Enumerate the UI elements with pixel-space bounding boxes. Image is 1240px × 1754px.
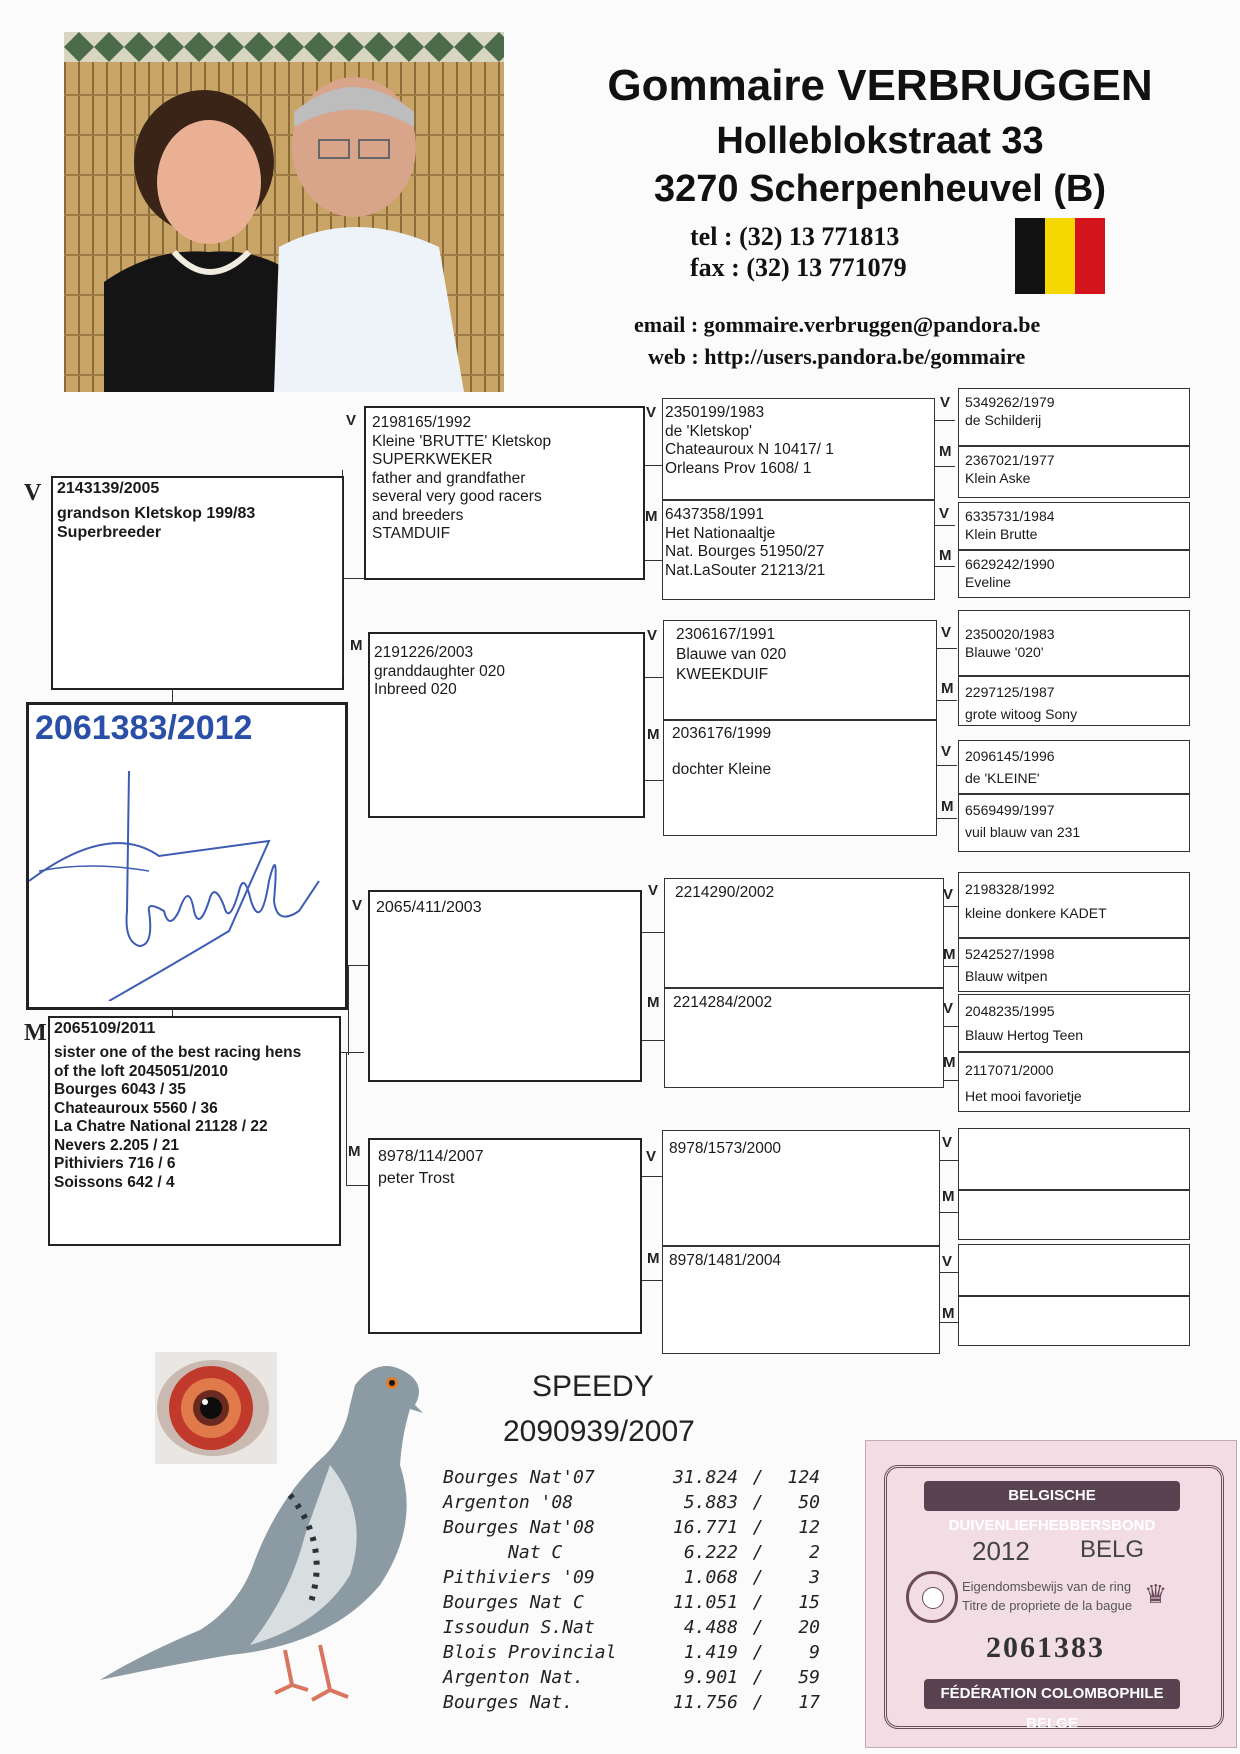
gen4-box bbox=[958, 994, 1190, 1052]
race-value: 11.051 bbox=[672, 1592, 738, 1613]
connector bbox=[645, 560, 663, 561]
gen3-box bbox=[664, 878, 944, 988]
connector bbox=[172, 1010, 173, 1016]
race-value: 6.222 bbox=[683, 1542, 738, 1563]
gen4-box bbox=[958, 550, 1190, 598]
gen3-text: 2214290/2002 bbox=[675, 884, 775, 901]
gen3-box bbox=[662, 1130, 940, 1246]
result-row bbox=[443, 1665, 820, 1690]
result-row bbox=[443, 1690, 820, 1715]
gen3-box bbox=[663, 620, 937, 720]
race-value: 4.488 bbox=[683, 1617, 738, 1638]
gen3-label: M bbox=[647, 1250, 660, 1267]
race-name: Nat C bbox=[443, 1542, 563, 1563]
result-row bbox=[443, 1590, 820, 1615]
connector bbox=[348, 965, 349, 1055]
owner-tel: tel : (32) 13 771813 bbox=[690, 222, 900, 251]
owner-email: email : gommaire.verbruggen@pandora.be bbox=[634, 312, 1041, 337]
gen4-text bbox=[959, 1297, 1189, 1305]
gen2-text: 8978/114/2007 peter Trost bbox=[378, 1148, 484, 1187]
card-seal-icon bbox=[906, 1571, 958, 1623]
gen4-box bbox=[958, 740, 1190, 794]
speedy-name: SPEEDY bbox=[532, 1370, 654, 1403]
gen3-label: V bbox=[648, 882, 659, 899]
gen4-box bbox=[958, 794, 1190, 852]
race-sep: / bbox=[752, 1642, 764, 1663]
gen4-label: V bbox=[942, 1253, 953, 1270]
race-place: 3 bbox=[809, 1567, 820, 1588]
result-row bbox=[443, 1490, 820, 1515]
gen4-text: 2048235/1995 Blauw Hertog Teen bbox=[965, 1003, 1084, 1043]
race-place: 2 bbox=[809, 1542, 820, 1563]
sire-ring: 2143139/2005 bbox=[57, 480, 160, 497]
gen4-label: M bbox=[939, 547, 952, 564]
dam-label: M bbox=[24, 1020, 47, 1046]
owner-fax: fax : (32) 13 771079 bbox=[690, 253, 907, 282]
gen4-text: 2198328/1992 kleine donkere KADET bbox=[965, 881, 1107, 921]
gen3-text: 2214284/2002 bbox=[673, 994, 773, 1011]
connector bbox=[935, 525, 955, 526]
connector bbox=[937, 765, 957, 766]
race-name: Bourges Nat'07 bbox=[443, 1467, 595, 1488]
owner-web: web : http://users.pandora.be/gommaire bbox=[648, 344, 1026, 369]
gen4-text: 2117071/2000 Het mooi favorietje bbox=[965, 1062, 1082, 1104]
flag-yellow-stripe bbox=[1045, 218, 1075, 294]
gen4-text bbox=[959, 1129, 1189, 1137]
connector bbox=[642, 932, 664, 933]
gen4-text: 2350020/1983 Blauwe '020' bbox=[965, 626, 1055, 660]
gen4-box bbox=[958, 610, 1190, 676]
sire-box bbox=[51, 476, 344, 690]
race-value: 16.771 bbox=[672, 1517, 738, 1538]
connector bbox=[645, 465, 663, 466]
gen4-label: V bbox=[942, 1134, 953, 1151]
race-name: Argenton '08 bbox=[443, 1492, 574, 1513]
gen2-text: 2191226/2003 granddaughter 020 Inbreed 020 bbox=[374, 644, 506, 698]
card-year: 2012 bbox=[972, 1536, 1030, 1566]
pigeon-ring: 2061383/2012 bbox=[35, 709, 253, 747]
gen4-box bbox=[958, 502, 1190, 550]
race-sep: / bbox=[752, 1467, 764, 1488]
gen2-box bbox=[368, 1138, 642, 1334]
gen4-box bbox=[958, 938, 1190, 992]
gen4-box bbox=[958, 446, 1190, 498]
race-name: Bourges Nat C bbox=[443, 1592, 584, 1613]
card-line-1: Eigendomsbewijs van de ring bbox=[962, 1579, 1132, 1594]
race-place: 12 bbox=[798, 1517, 820, 1538]
connector bbox=[935, 466, 955, 467]
gen4-box bbox=[958, 1244, 1190, 1296]
result-row bbox=[443, 1615, 820, 1640]
race-name: Bourges Nat'08 bbox=[443, 1517, 595, 1538]
race-sep: / bbox=[752, 1542, 764, 1563]
connector bbox=[935, 566, 955, 567]
connector bbox=[937, 700, 957, 701]
race-name: Issoudun S.Nat bbox=[443, 1617, 595, 1638]
race-value: 9.901 bbox=[683, 1667, 738, 1688]
gen3-text: 2306167/1991 Blauwe van 020 KWEEKDUIF bbox=[676, 626, 787, 683]
connector bbox=[940, 1212, 958, 1213]
gen3-text: 8978/1481/2004 bbox=[669, 1252, 782, 1269]
owner-signature bbox=[29, 761, 345, 1001]
race-name: Pithiviers '09 bbox=[443, 1567, 595, 1588]
gen4-text bbox=[959, 1191, 1189, 1199]
gen4-text: 5349262/1979 de Schilderij bbox=[965, 394, 1055, 428]
pigeon-image bbox=[80, 1345, 440, 1715]
race-place: 50 bbox=[798, 1492, 820, 1513]
race-sep: / bbox=[752, 1517, 764, 1538]
connector bbox=[937, 818, 957, 819]
race-value: 31.824 bbox=[672, 1467, 738, 1488]
gen2-label: M bbox=[350, 637, 363, 654]
gen3-box bbox=[664, 988, 944, 1088]
flag-red-stripe bbox=[1075, 218, 1105, 294]
gen4-box bbox=[958, 1190, 1190, 1240]
connector bbox=[944, 1080, 958, 1081]
gen4-label: V bbox=[940, 394, 951, 411]
connector bbox=[642, 1040, 664, 1041]
gen4-box bbox=[958, 1052, 1190, 1112]
gen4-label: M bbox=[943, 946, 956, 963]
gen4-box bbox=[958, 388, 1190, 446]
gen4-label: M bbox=[941, 798, 954, 815]
gen3-text: 2036176/1999 dochter Kleine bbox=[672, 725, 772, 778]
gen4-label: M bbox=[941, 680, 954, 697]
connector bbox=[944, 966, 958, 967]
race-place: 59 bbox=[798, 1667, 820, 1688]
gen2-box bbox=[368, 890, 642, 1082]
race-value: 5.883 bbox=[683, 1492, 738, 1513]
race-value: 1.419 bbox=[683, 1642, 738, 1663]
gen4-label: M bbox=[942, 1305, 955, 1322]
gen3-label: V bbox=[646, 1148, 657, 1165]
card-country: BELG bbox=[1080, 1536, 1145, 1563]
connector bbox=[935, 420, 955, 421]
gen3-box bbox=[662, 500, 935, 600]
race-place: 20 bbox=[798, 1617, 820, 1638]
gen4-label: V bbox=[941, 743, 952, 760]
race-name: Bourges Nat. bbox=[443, 1692, 574, 1713]
gen3-text: 8978/1573/2000 bbox=[669, 1140, 782, 1157]
flag-black-stripe bbox=[1015, 218, 1045, 294]
owner-photo-illustration bbox=[64, 32, 504, 392]
gen3-label: M bbox=[645, 508, 658, 525]
race-place: 124 bbox=[787, 1467, 820, 1488]
card-top-banner bbox=[924, 1481, 1180, 1534]
gen4-label: V bbox=[941, 624, 952, 641]
card-top-text: BELGISCHE DUIVENLIEFHEBBERSBOND bbox=[948, 1487, 1156, 1534]
gen3-label: V bbox=[646, 404, 657, 421]
pigeon-box bbox=[26, 702, 348, 1010]
owner-street: Holleblokstraat 33 bbox=[716, 120, 1044, 162]
dam-box bbox=[48, 1016, 341, 1246]
gen4-box bbox=[958, 676, 1190, 726]
gen2-text: 2065/411/2003 bbox=[376, 899, 482, 916]
connector bbox=[341, 1052, 364, 1053]
gen4-text: 2297125/1987 grote witoog Sony bbox=[965, 684, 1078, 722]
gen4-text: 6629242/1990 Eveline bbox=[965, 556, 1055, 590]
sire-label: V bbox=[24, 480, 42, 506]
race-sep: / bbox=[752, 1667, 764, 1688]
gen4-box bbox=[958, 1128, 1190, 1190]
connector bbox=[940, 1160, 958, 1161]
result-row bbox=[443, 1640, 820, 1665]
gen3-box bbox=[662, 1246, 940, 1354]
race-sep: / bbox=[752, 1692, 764, 1713]
card-bottom-text: FÉDÉRATION COLOMBOPHILE BELGE bbox=[940, 1685, 1164, 1732]
owner-photo bbox=[64, 32, 504, 392]
gen3-box bbox=[662, 398, 935, 500]
gen3-box bbox=[663, 720, 937, 836]
connector bbox=[940, 1272, 958, 1273]
gen4-label: M bbox=[939, 443, 952, 460]
gen2-label: M bbox=[348, 1143, 361, 1160]
gen4-text bbox=[959, 1245, 1189, 1253]
connector bbox=[940, 1322, 958, 1323]
ownership-card bbox=[865, 1440, 1237, 1748]
dam-description: sister one of the best racing hens of the loft 2045051/2010 Bourges 6043 / 35 Chateauroux 5560 / 36 La Chatre National 21128 / 22 Nevers 2.205 / 21 Pithiviers 716 / 6 Soissons 642 / 4 bbox=[54, 1044, 302, 1191]
connector bbox=[344, 578, 364, 579]
sire-description: grandson Kletskop 199/83 Superbreeder bbox=[57, 505, 256, 541]
gen3-label: V bbox=[647, 627, 658, 644]
pigeon-illustration bbox=[80, 1345, 440, 1715]
speedy-ring: 2090939/2007 bbox=[503, 1415, 695, 1448]
connector bbox=[342, 470, 343, 678]
race-place: 15 bbox=[798, 1592, 820, 1613]
card-seal-hole bbox=[922, 1587, 944, 1609]
gen2-label: V bbox=[352, 897, 363, 914]
gen4-label: M bbox=[942, 1188, 955, 1205]
race-sep: / bbox=[752, 1617, 764, 1638]
gen4-text: 5242527/1998 Blauw witpen bbox=[965, 946, 1055, 984]
race-value: 1.068 bbox=[683, 1567, 738, 1588]
connector bbox=[172, 690, 173, 702]
gen3-text: 2350199/1983 de 'Kletskop' Chateauroux N 10417/ 1 Orleans Prov 1608/ 1 bbox=[665, 404, 834, 477]
race-name: Argenton Nat. bbox=[443, 1667, 584, 1688]
connector bbox=[645, 677, 665, 678]
gen2-text: 2198165/1992 Kleine 'BRUTTE' Kletskop SUPERKWEKER father and grandfather several very good racers and breeders STAMDUIF bbox=[372, 414, 552, 542]
connector bbox=[642, 1280, 662, 1281]
gen4-label: V bbox=[939, 505, 950, 522]
race-sep: / bbox=[752, 1492, 764, 1513]
result-row bbox=[443, 1565, 820, 1590]
dam-ring: 2065109/2011 bbox=[54, 1020, 156, 1037]
gen4-label: V bbox=[943, 1000, 954, 1017]
card-line-2: Titre de propriete de la bague bbox=[962, 1598, 1133, 1613]
card-number: 2061383 bbox=[986, 1631, 1105, 1664]
owner-city: 3270 Scherpenheuvel (B) bbox=[654, 168, 1106, 210]
connector bbox=[348, 965, 368, 966]
owner-name: Gommaire VERBRUGGEN bbox=[607, 61, 1153, 110]
gen3-label: M bbox=[647, 994, 660, 1011]
result-row bbox=[443, 1515, 820, 1540]
connector bbox=[937, 648, 957, 649]
gen4-text: 6569499/1997 vuil blauw van 231 bbox=[965, 802, 1081, 840]
gen4-box bbox=[958, 872, 1190, 938]
race-sep: / bbox=[752, 1567, 764, 1588]
race-sep: / bbox=[752, 1592, 764, 1613]
gen4-text: 2367021/1977 Klein Aske bbox=[965, 452, 1055, 486]
race-name: Blois Provincial bbox=[443, 1642, 617, 1663]
gen2-label: V bbox=[346, 412, 357, 429]
gen4-label: V bbox=[943, 886, 954, 903]
result-row bbox=[443, 1540, 820, 1565]
connector bbox=[944, 906, 958, 907]
gen4-label: M bbox=[943, 1054, 956, 1071]
gen3-text: 6437358/1991 Het Nationaaltje Nat. Bourges 51950/27 Nat.LaSouter 21213/21 bbox=[665, 506, 826, 579]
result-row bbox=[443, 1465, 820, 1490]
belgian-flag-icon bbox=[1015, 218, 1105, 294]
results-list bbox=[443, 1465, 820, 1715]
gen4-box bbox=[958, 1296, 1190, 1346]
crown-icon: ♛ bbox=[1144, 1579, 1168, 1609]
gen4-text: 2096145/1996 de 'KLEINE' bbox=[965, 748, 1055, 786]
connector bbox=[642, 1176, 662, 1177]
race-place: 17 bbox=[798, 1692, 820, 1713]
gen2-box bbox=[364, 406, 645, 580]
connector bbox=[944, 1026, 958, 1027]
connector bbox=[346, 1052, 347, 1186]
card-bottom-banner bbox=[924, 1679, 1180, 1732]
gen4-text: 6335731/1984 Klein Brutte bbox=[965, 508, 1055, 542]
race-place: 9 bbox=[809, 1642, 820, 1663]
gen2-box bbox=[368, 632, 645, 818]
connector bbox=[645, 780, 665, 781]
race-value: 11.756 bbox=[672, 1692, 738, 1713]
gen3-label: M bbox=[647, 726, 660, 743]
connector bbox=[346, 1185, 368, 1186]
